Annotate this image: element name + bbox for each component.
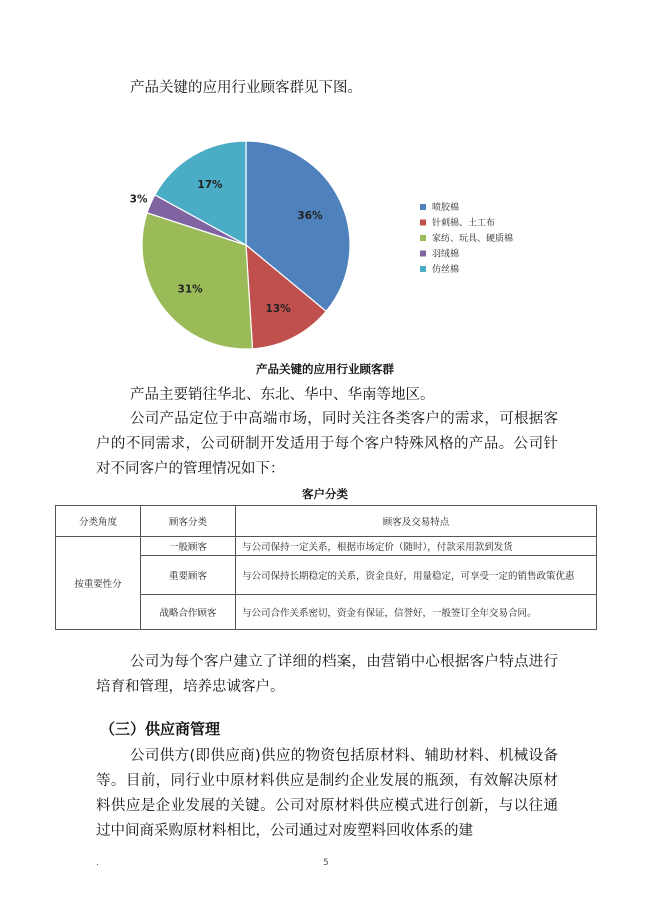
footer-mark: .: [96, 858, 99, 868]
paragraph-market-position: 公司产品定位于中高端市场，同时关注各类客户的需求，可根据客户的不同需求，公司研制开发适用于每个客户特殊风格的产品。公司针对不同客户的管理情况如下：: [96, 411, 558, 477]
customer-type-cell: 战略合作顾客: [141, 595, 236, 630]
paragraph-supplier: 公司供方(即供应商)供应的物资包括原材料、辅助材料、机械设备等。目前，同行业中原材料供应是制约企业发展的瓶颈，有效解决原材料供应是企业发展的关键。公司对原材料供应模式进行创新，与以往通过中间商采购原材料相比，公司通过对废塑料回收体系的建: [96, 748, 558, 839]
table-caption: 客户分类: [302, 487, 348, 501]
chart-caption: 产品关键的应用行业顾客群: [256, 362, 394, 376]
legend-swatch: [420, 204, 426, 210]
customer-classification-table: [55, 505, 597, 630]
legend-label: 家纺、玩具、硬质棉: [432, 234, 514, 244]
customer-desc-cell: 与公司保持一定关系，根据市场定价（随时），付款采用款到发货: [236, 537, 597, 556]
page-number: 5: [323, 858, 329, 868]
table-header-row: [56, 506, 597, 537]
slice-label: 3%: [129, 193, 148, 206]
paragraph-sales-region: 产品主要销往华北、东北、华中、华南等地区。: [130, 387, 435, 403]
customer-type-cell: 重要顾客: [141, 556, 236, 595]
customer-desc-cell: 与公司合作关系密切，资金有保证，信誉好，一般签订全年交易合同。: [236, 595, 597, 630]
pie-chart: [100, 130, 560, 362]
section-heading: （三）供应商管理: [100, 720, 221, 738]
customer-desc-cell: 与公司保持长期稳定的关系，资金良好，用量稳定，可享受一定的销售政策优惠: [236, 556, 597, 595]
legend-swatch: [420, 266, 426, 272]
header-cell: 顾客及交易特点: [236, 506, 597, 537]
slice-label: 31%: [177, 283, 203, 296]
table-row: [56, 537, 597, 556]
legend-label: 喷胶棉: [432, 203, 460, 213]
slice-label: 36%: [297, 209, 323, 222]
legend-swatch: [420, 235, 426, 241]
legend-swatch: [420, 220, 426, 226]
header-cell: 分类角度: [56, 506, 141, 537]
legend-label: 羽绒棉: [432, 249, 460, 260]
header-cell: 顾客分类: [141, 506, 236, 537]
legend-label: 仿丝棉: [432, 265, 460, 275]
legend-swatch: [420, 251, 426, 257]
group-cell: 按重要性分: [56, 537, 141, 630]
customer-type-cell: 一般顾客: [141, 537, 236, 556]
paragraph-customer-files: 公司为每个客户建立了详细的档案，由营销中心根据客户特点进行培育和管理，培养忠诚客户。: [96, 654, 558, 695]
slice-label: 13%: [265, 303, 291, 315]
legend-label: 针刺棉、土工布: [432, 218, 496, 229]
intro-text: 产品关键的应用行业顾客群见下图。: [130, 80, 362, 96]
slice-label: 17%: [197, 179, 223, 192]
